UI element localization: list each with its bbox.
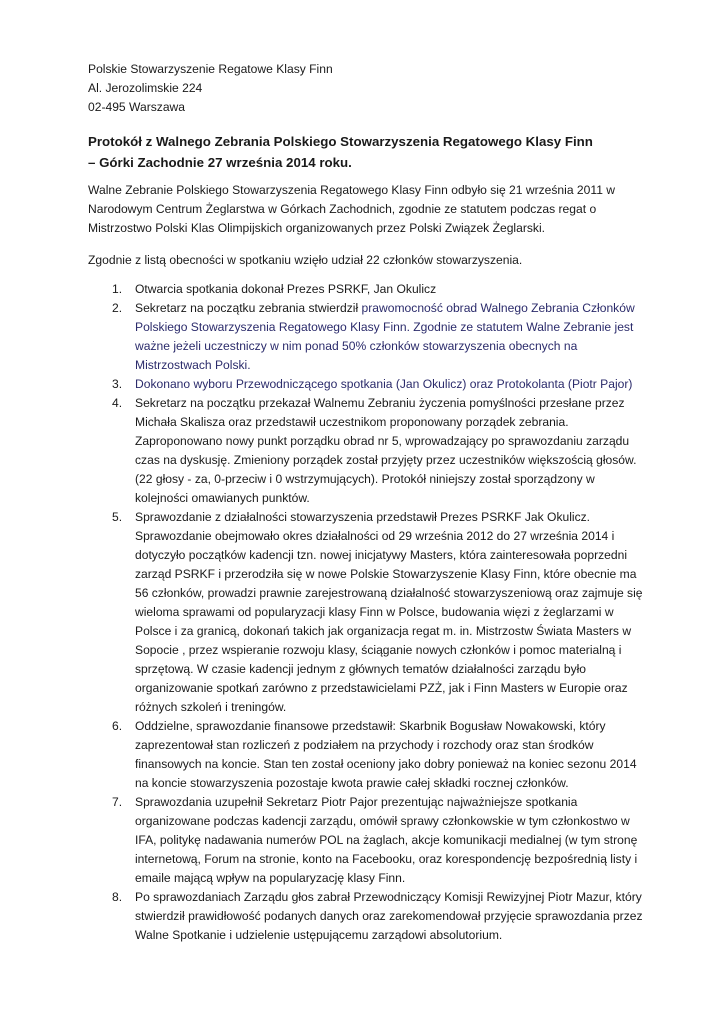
list-item-text: Po sprawozdaniach Zarządu głos zabrał Przewodniczący Komisji Rewizyjnej Piotr Mazur, który stwierdził prawidłowość podanych danych oraz zarekomendował przyjęcie sprawozdania przez Walne Spotkanie i udzielenie ustępującemu zarządowi absolutorium. <box>135 890 643 942</box>
list-item-number: 1. <box>112 282 123 296</box>
list-item-number: 2. <box>112 301 123 315</box>
list-item <box>88 717 643 793</box>
list-item <box>88 888 643 945</box>
list-item-number: 5. <box>112 510 123 524</box>
list-item-text: Sekretarz na początku zebrania stwierdził <box>135 301 362 315</box>
list-item <box>88 375 643 394</box>
address-line-organization: Polskie Stowarzyszenie Regatowe Klasy Finn <box>88 62 333 76</box>
list-item-number: 7. <box>112 795 123 809</box>
sender-address <box>88 60 648 117</box>
address-line-street: Al. Jerozolimskie 224 <box>88 81 203 95</box>
address-line-city: 02-495 Warszawa <box>88 100 186 114</box>
list-item-number: 3. <box>112 377 123 391</box>
title-line-1: Protokół z Walnego Zebrania Polskiego Stowarzyszenia Regatowego Klasy Finn <box>88 134 593 149</box>
document-title <box>88 131 648 173</box>
title-line-2: – Górki Zachodnie 27 września 2014 roku. <box>88 155 352 170</box>
list-item-highlighted-text: Dokonano wyboru Przewodniczącego spotkania (Jan Okulicz) oraz Protokolanta (Piotr Pajor) <box>135 377 633 391</box>
list-item-text: Otwarcia spotkania dokonał Prezes PSRKF, Jan Okulicz <box>135 282 437 296</box>
list-item <box>88 280 643 299</box>
list-item <box>88 299 643 375</box>
list-item <box>88 793 643 888</box>
list-item-text: Sprawozdanie z działalności stowarzyszenia przedstawił Prezes PSRKF Jak Okulicz. Sprawozdanie obejmowało okres działalności od 29 września 2012 do 27 września 2014 i dotyczyło początków kadencji tzn. nowej inicjatywy Masters, która zainteresowała poprzedni zarząd PSRKF i przerodziła się w nowe Polskie Stowarzyszenie Klasy Finn, które obecnie ma 56 członków, prowadzi prawnie zarejestrowaną działalność stowarzyszeniową oraz zajmuje się wieloma sprawami od popularyzacji klasy Finn w Polsce, budowania więzi z żeglarzami w Polsce i za granicą, dokonań takich jak organizacja regat m. in. Mistrzostw Świata Masters w Sopocie , przez wspieranie rozwoju klasy, ściąganie nowych członków i pomoc materialną i sprzętową. W czasie kadencji jednym z głównych tematów działalności zarządu było organizowanie spotkań zarówno z przedstawicielami PZŻ, jak i Finn Masters w Europie oraz różnych szkoleń i treningów. <box>135 510 643 714</box>
list-item-number: 6. <box>112 719 123 733</box>
list-item-text: Sekretarz na początku przekazał Walnemu Zebraniu życzenia pomyślności przesłane przez Michała Skalisza oraz przedstawił uczestnikom proponowany porządek zebrania. Zaproponowano nowy punkt porządku obrad nr 5, wprowadzający po sprawozdaniu zarządu czas na dyskusję. Zmieniony porządek został przyjęty przez uczestników większością głosów. (22 głosy - za, 0-przeciw i 0 wstrzymujących). Protokół niniejszy został sporządzony w kolejności omawianych punktów. <box>135 396 637 505</box>
list-item <box>88 508 643 717</box>
list-item-number: 4. <box>112 396 123 410</box>
list-item-text: Oddzielne, sprawozdanie finansowe przedstawił: Skarbnik Bogusław Nowakowski, który zaprezentował stan rozliczeń z podziałem na przychody i rozchody oraz stan środków finansowych na koncie. Stan ten został oceniony jako dobry ponieważ na koniec sezonu 2014 na koncie stowarzyszenia pozostaje kwota prawie całej składki rocznej członków. <box>135 719 637 790</box>
list-item-highlighted-text: prawomocność obrad Walnego Zebrania Członków Polskiego Stowarzyszenia Regatowego Klasy Finn. Zgodnie ze statutem Walne Zebranie jest ważne jeżeli uczestniczy w nim ponad 50% członków stowarzyszenia obecnych na Mistrzostwach Polski. <box>135 301 635 372</box>
agenda-list <box>88 280 643 945</box>
list-item-text: Sprawozdania uzupełnił Sekretarz Piotr Pajor prezentując najważniejsze spotkania organizowane podczas kadencji zarządu, omówił sprawy członkowskie w tym członkostwo w IFA, politykę nadawania numerów POL na żaglach, akcje komunikacji medialnej (w tym stronę internetową, Forum na stronie, konto na Facebooku, oraz korespondencję bezpośrednią listy i emaile mającą wpływ na popularyzację klasy Finn. <box>135 795 638 885</box>
list-item <box>88 394 643 508</box>
list-item-number: 8. <box>112 890 123 904</box>
attendance-paragraph: Zgodnie z listą obecności w spotkaniu wzięło udział 22 członków stowarzyszenia. <box>88 253 523 267</box>
intro-paragraph: Walne Zebranie Polskiego Stowarzyszenia Regatowego Klasy Finn odbyło się 21 września 2011 w Narodowym Centrum Żeglarstwa w Górkach Zachodnich, zgodnie ze statutem podczas regat o Mistrzostwo Polski Klas Olimpijskich organizowanych przez Polski Związek Żeglarski. <box>88 183 616 235</box>
